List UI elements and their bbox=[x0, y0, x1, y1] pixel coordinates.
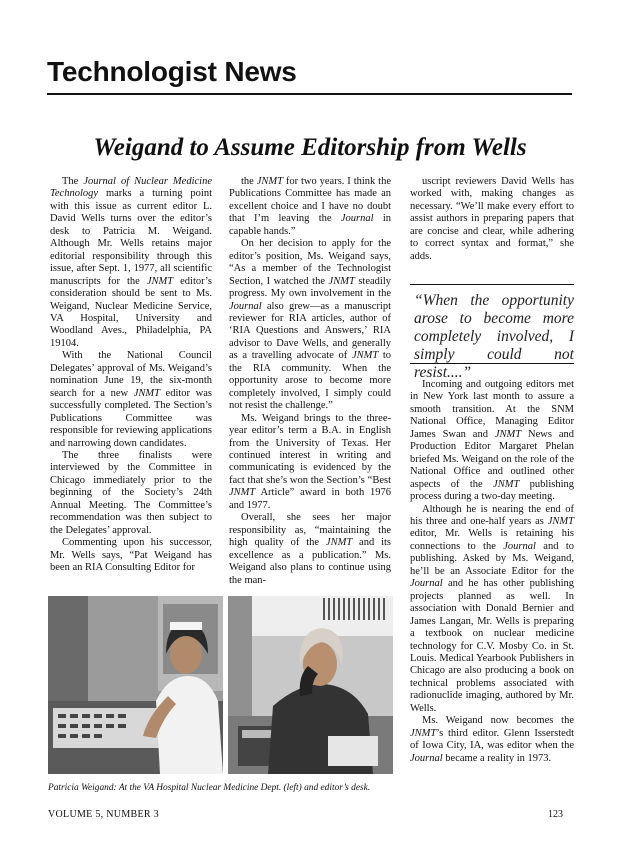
photo-caption: Patricia Weigand: At the VA Hospital Nuclear Medicine Dept. (left) and editor’s desk. bbox=[48, 783, 371, 793]
article-column-3-top bbox=[410, 176, 574, 263]
footer-volume: VOLUME 5, NUMBER 3 bbox=[48, 809, 159, 820]
pull-quote-rule-bottom bbox=[410, 363, 574, 364]
photo-nuclear-medicine-dept-image bbox=[48, 596, 223, 774]
article-column-2 bbox=[229, 176, 391, 587]
paragraph: Overall, she sees her major responsibility as, “maintaining the high quality of the JNMT and its excellence as a publication.” Ms. Weigand also plans to continue using the man- bbox=[229, 512, 391, 586]
paragraph: With the National Council Delegates’ approval of Ms. Weigand’s nomination June 19, the six-month search for a new JNMT editor was successfully completed. The Section’s Publications Committee was responsible for reviewing applications and narrowing down candidates. bbox=[50, 350, 212, 449]
pull-quote-rule-top bbox=[410, 284, 574, 285]
photo-editors-desk-image bbox=[228, 596, 393, 774]
paragraph: On her decision to apply for the editor’s position, Ms. Weigand says, “As a member of the Technologist Section, I watched the JNMT steadily progress. My own involvement in the Journal also grew—as a manuscript reviewer for RIA articles, author of ‘RIA Questions and Answers,’ RIA advisor to Dave Wells, and generally as a travelling advocate of JNMT to the RIA community. When the opportunity arose to become more completely involved, I simply could not resist the challenge.” bbox=[229, 238, 392, 412]
paragraph: uscript reviewers David Wells has worked with, making changes as necessary. “We’ll make every effort to assist authors in preparing papers that are concise and clear, while adhering to correct syntax and format,” she adds. bbox=[410, 176, 574, 262]
photo-nuclear-medicine-dept bbox=[48, 596, 223, 774]
article-column-3-bottom bbox=[410, 379, 574, 765]
article-headline: Weigand to Assume Editorship from Wells bbox=[93, 134, 527, 161]
paragraph: the JNMT for two years. I think the Publications Committee has made an excellent choice and I have no doubt that I’m leaving the Journal in capable hands.” bbox=[229, 176, 392, 237]
paragraph: Ms. Weigand brings to the three-year editor’s term a B.A. in English from the University of Texas. Her continued interest in writing and communicating is evidenced by the fact that she’s won the Section’s “Best JNMT Article” award in both 1976 and 1977. bbox=[229, 412, 391, 511]
section-title: Technologist News bbox=[47, 56, 297, 87]
paragraph: Commenting upon his successor, Mr. Wells says, “Pat Weigand has been an RIA Consulting Editor for bbox=[50, 537, 212, 574]
paragraph: Ms. Weigand now becomes the JNMT’s third editor. Glenn Isserstedt of Iowa City, IA, was editor when the Journal became a reality in 1973. bbox=[410, 715, 574, 764]
section-rule bbox=[47, 93, 572, 95]
footer-page-number: 123 bbox=[548, 809, 563, 820]
pull-quote: “When the opportunity arose to become more completely involved, I simply could not resist....” bbox=[414, 292, 574, 381]
photo-editors-desk bbox=[228, 596, 393, 774]
paragraph: The three finalists were interviewed by the Committee in Chicago immediately prior to the beginning of the Society’s 24th Annual Meeting. The Committee’s recommendation was then subject to the Delegates’ approval. bbox=[50, 449, 212, 536]
paragraph: The Journal of Nuclear Medicine Technology marks a turning point with this issue as current editor L. David Wells turns over the editor’s desk to Patricia M. Weigand. Although Mr. Wells retains major editorial responsibility through this issue, after Sept. 1, 1977, all scientific manuscripts for the JNMT editor’s consideration should be sent to Ms. Weigand, Nuclear Medicine Service, VA Hospital, University and Woodland Aves., Philadelphia, PA 19104. bbox=[50, 176, 213, 349]
article-column-1 bbox=[50, 176, 212, 575]
paragraph: Although he is nearing the end of his three and one-half years as JNMT editor, Mr. Wells is retaining his connections to the Journal and to publishing. Asked by Ms. Weigand, he’ll be an Associate Editor for the Journal and he has other publishing projects planned as well. In association with Donald Bernier and James Langan, Mr. Wells is preparing a textbook on nuclear medicine technology for C.V. Mosby Co. in St. Louis. Medical Yearbook Publishers in Chicago are also producing a book on technical problems associated with radionuclide imaging, authored by Mr. Wells. bbox=[410, 503, 575, 714]
paragraph: Incoming and outgoing editors met in New York last month to assure a smooth transition. At the SNM National Office, Managing Editor James Swan and JNMT News and Production Editor Margaret Phelan briefed Ms. Weigand on the role of the National Office and outlined other aspects of the JNMT publishing process during a two-day meeting. bbox=[410, 379, 575, 503]
